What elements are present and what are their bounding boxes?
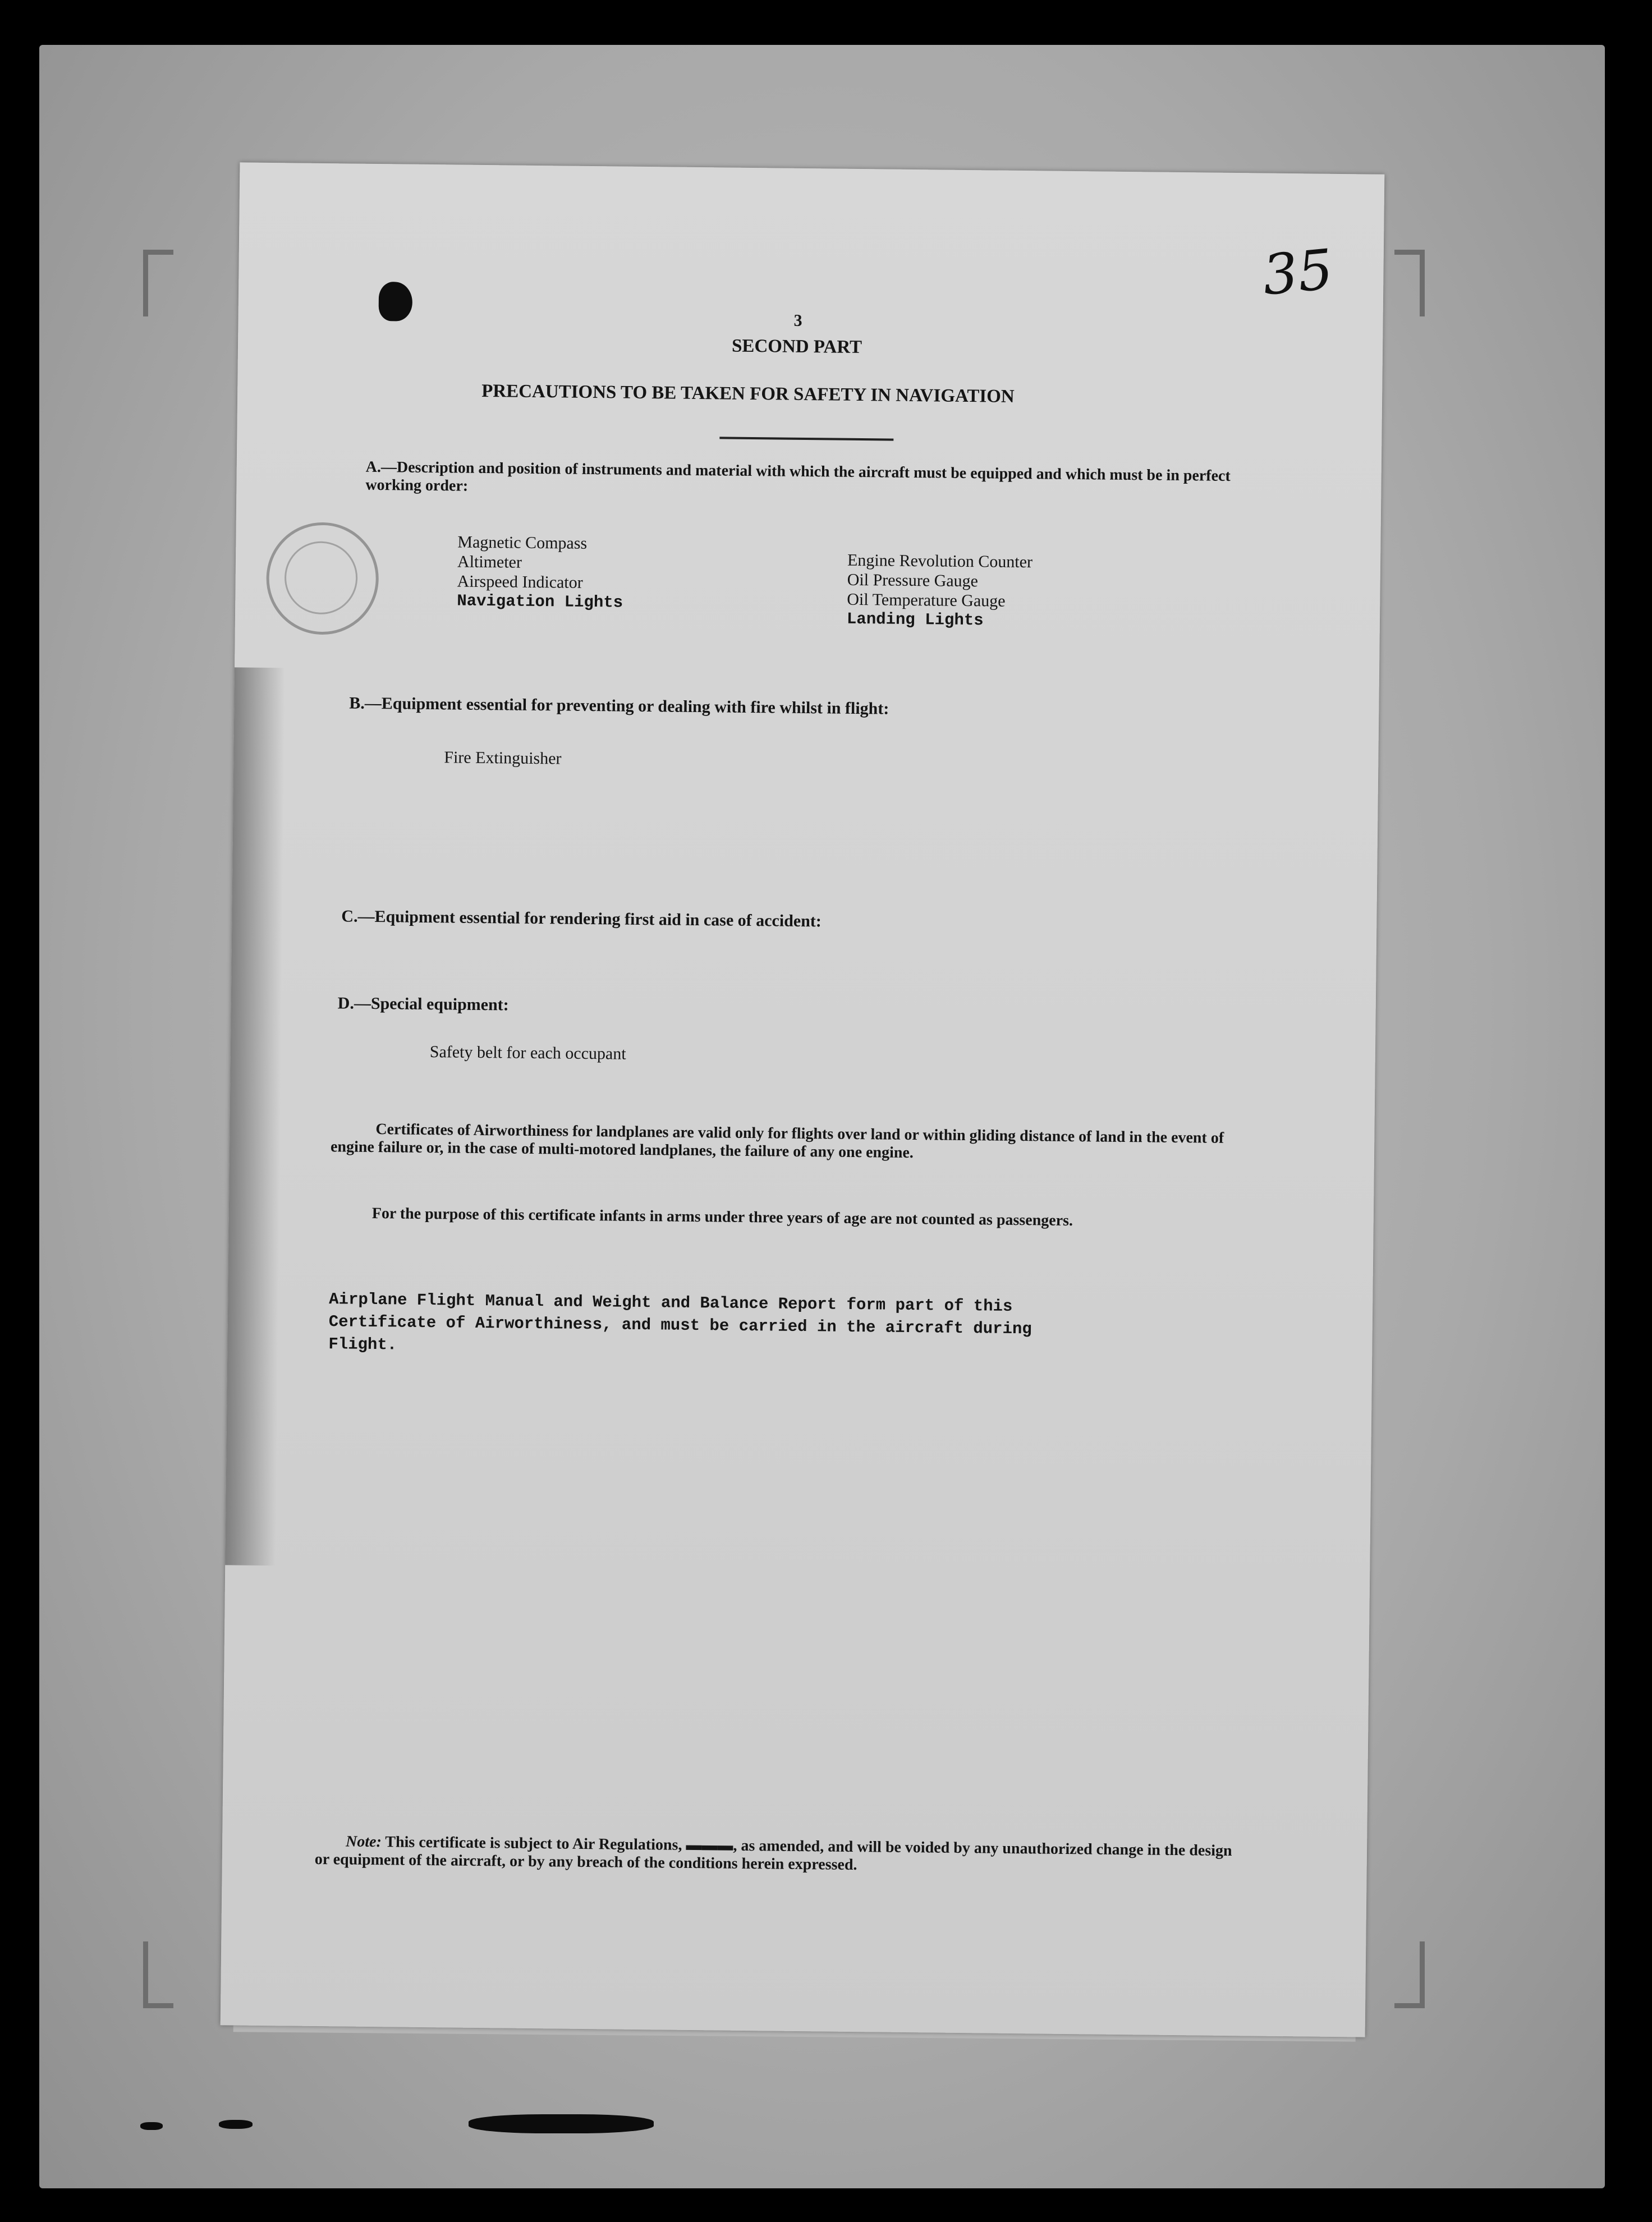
crop-mark-top-left [143, 250, 173, 316]
crop-mark-bottom-left [143, 1941, 173, 2008]
paragraph-infants: For the purpose of this certificate infants in arms under three years of age are not counted as passengers. [371, 1204, 1073, 1230]
footer-note-text: This certificate is subject to Air Regulations, ▬▬▬, as amended, and will be voided by any unauthorized change in the design or equipment of the aircraft, or by any breach of the conditions herein expressed. [314, 1833, 1232, 1874]
list-item: Airspeed Indicator [457, 572, 583, 592]
handwritten-folio-number: 35 [1260, 237, 1336, 308]
certificate-page [221, 162, 1385, 2037]
crop-mark-top-right [1394, 250, 1425, 316]
section-b-item: Fire Extinguisher [444, 748, 562, 768]
list-item: Navigation Lights [457, 591, 623, 612]
dust-mark [469, 2114, 654, 2133]
section-a-left-list [457, 532, 623, 613]
typed-note-line: Airplane Flight Manual and Weight and Balance Report form part of this [329, 1290, 1013, 1316]
paragraph-landplanes: Certificates of Airworthiness for landplanes are valid only for flights over land or within gliding distance of land in the event of engine failure or, in the case of multi-motored landplanes, the failure of any one engine. [330, 1121, 1224, 1162]
crop-mark-bottom-right [1394, 1941, 1425, 2008]
heading-underline [719, 437, 893, 440]
list-item: Landing Lights [846, 609, 984, 630]
page-number: 3 [793, 311, 802, 330]
list-item: Oil Temperature Gauge [847, 590, 1006, 610]
faded-stamp [251, 507, 394, 650]
footer-note [315, 1833, 1241, 1878]
typed-note-line: Flight. [328, 1335, 397, 1355]
section-a-label: A.—Description and position of instruments and material with which the aircraft must be equipped and which must be in perfect working order: [365, 458, 1231, 495]
section-b-label: B.—Equipment essential for preventing or dealing with fire whilst in flight: [349, 694, 889, 718]
typed-note-line: Certificate of Airworthiness, and must be carried in the aircraft during [328, 1312, 1032, 1339]
section-a-right-list [847, 550, 1032, 631]
footer-note-label: Note: [345, 1833, 382, 1851]
section-d-label: D.—Special equipment: [337, 994, 509, 1014]
faded-stamp-inner-ring [274, 531, 368, 625]
section-c-label: C.—Equipment essential for rendering first aid in case of accident: [341, 907, 822, 931]
part-title: SECOND PART [731, 336, 862, 358]
list-item: Magnetic Compass [457, 532, 588, 553]
punch-hole [378, 282, 412, 322]
dust-mark [219, 2120, 253, 2129]
list-item: Engine Revolution Counter [847, 550, 1033, 572]
film-edge-strip [56, 2110, 1594, 2143]
section-d-item: Safety belt for each occupant [429, 1043, 626, 1063]
list-item: Altimeter [457, 552, 522, 572]
page-heading: PRECAUTIONS TO BE TAKEN FOR SAFETY IN NAVIGATION [481, 380, 1015, 407]
dust-mark [140, 2122, 163, 2130]
fold-shadow [225, 667, 285, 1566]
list-item: Oil Pressure Gauge [847, 570, 979, 591]
typed-note [328, 1288, 1032, 1363]
